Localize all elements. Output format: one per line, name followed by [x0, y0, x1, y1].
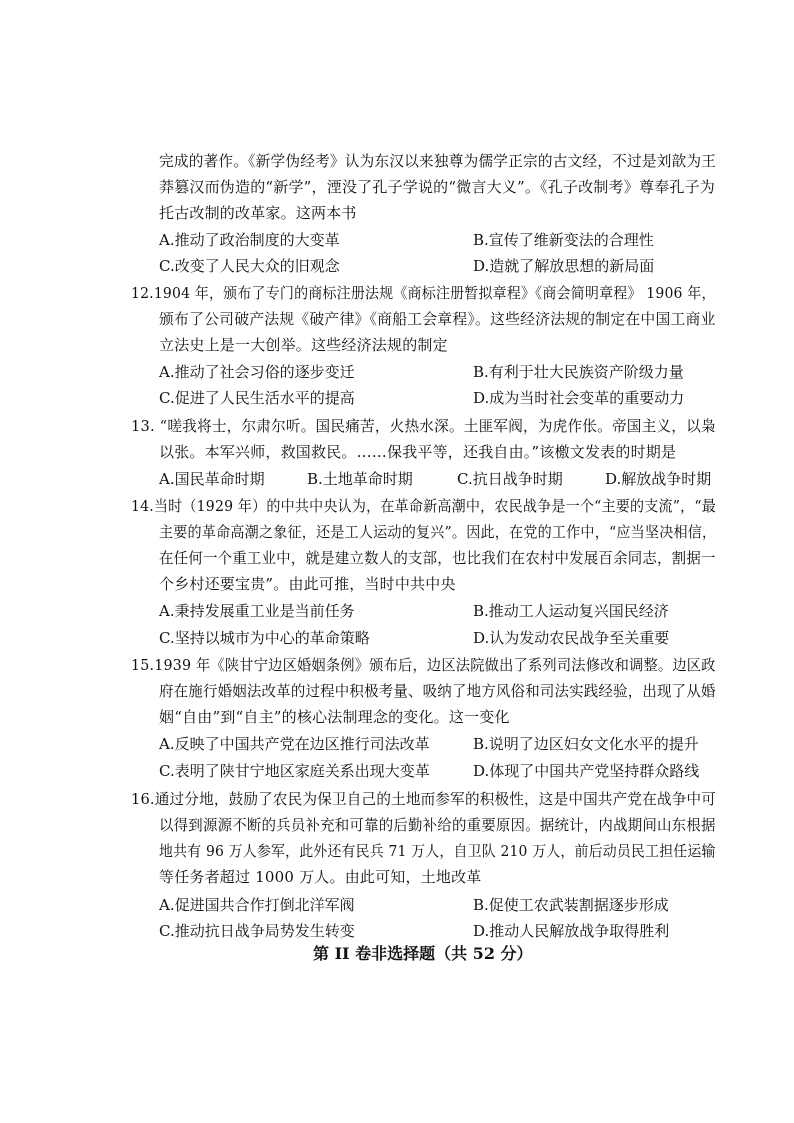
question-15-option-c[interactable]: C.表明了陕甘宁地区家庭关系出现大变革	[159, 762, 430, 780]
question-16-text-line: 16.通过分地，鼓励了农民为保卫自己的土地而参军的积极性，这是中国共产党在战争中可	[131, 790, 717, 808]
question-14-option-a[interactable]: A.秉持发展重工业是当前任务	[159, 602, 355, 620]
question-16-text-line: 地共有 96 万人参军，此外还有民兵 71 万人，自卫队 210 万人，前后动员民工担任运输	[159, 842, 716, 860]
question-16-text-line: 以得到源源不断的兵员补充和可靠的后勤补给的重要原因。据统计，内战期间山东根据	[159, 816, 716, 834]
question-10-option-a[interactable]: A.推动了政治制度的大变革	[159, 231, 340, 249]
question-14-option-d[interactable]: D.认为发动农民战争至关重要	[473, 629, 670, 647]
question-10-text-line: 托古改制的改革家。这两本书	[159, 204, 357, 222]
question-10-text-line: 莽篡汉而伪造的“新学”，湮没了孔子学说的“微言大义”。《孔子改制考》尊奉孔子为	[159, 178, 715, 196]
question-14-option-b[interactable]: B.推动工人运动复兴国民经济	[473, 602, 669, 620]
question-10-text-line: 完成的著作。《新学伪经考》认为东汉以来独尊为儒学正宗的古文经，不过是刘歆为王	[159, 152, 717, 170]
question-10-option-d[interactable]: D.造就了解放思想的新局面	[473, 257, 655, 275]
question-15-option-a[interactable]: A.反映了中国共产党在边区推行司法改革	[159, 735, 430, 753]
question-14-text-line: 在任何一个重工业中，就是建立数人的支部，也比我们在农村中发展百余同志，割据一	[159, 549, 716, 567]
question-10-option-c[interactable]: C.改变了人民大众的旧观念	[159, 257, 340, 275]
question-14-option-c[interactable]: C.坚持以城市为中心的革命策略	[159, 629, 370, 647]
question-12-text-line: 12.1904 年，颁布了专门的商标注册法规《商标注册暂拟章程》《商会简明章程》 1906 年，	[131, 284, 716, 302]
question-14-text-line: 14.当时（1929 年）的中共中央认为，在革命新高潮中，农民战争是一个“主要的支流”，“最	[131, 497, 717, 515]
question-16-option-c[interactable]: C.推动抗日战争局势发生转变	[159, 922, 355, 940]
question-10-option-b[interactable]: B.宣传了维新变法的合理性	[473, 231, 654, 249]
question-13-option-b[interactable]: B.土地革命时期	[307, 470, 413, 488]
question-13-option-c[interactable]: C.抗日战争时期	[457, 470, 563, 488]
question-15-option-b[interactable]: B.说明了边区妇女文化水平的提升	[473, 735, 699, 753]
question-16-option-d[interactable]: D.推动人民解放战争取得胜利	[473, 922, 670, 940]
question-16-option-a[interactable]: A.促进国共合作打倒北洋军阀	[159, 896, 355, 914]
section-2-title: 第 II 卷非选择题（共 52 分）	[313, 944, 533, 963]
question-16-text-line: 等任务者超过 1000 万人。由此可知，土地改革	[159, 868, 482, 886]
question-13-text-line: 13. “嗟我将士，尔肃尔听。国民痛苦，火热水深。土匪军阀，为虎作伥。帝国主义，以枭	[131, 417, 716, 435]
question-12-option-b[interactable]: B.有利于壮大民族资产阶级力量	[473, 363, 684, 381]
question-12-text-line: 颁布了公司破产法规《破产律》《商船工会章程》。这些经济法规的制定在中国工商业	[159, 310, 716, 328]
question-15-text-line: 姻“自由”到“自主”的核心法制理念的变化。这一变化	[159, 708, 510, 726]
question-14-text-line: 个乡村还要宝贵”。由此可推，当时中共中央	[159, 575, 456, 593]
question-12-option-a[interactable]: A.推动了社会习俗的逐步变迁	[159, 363, 355, 381]
question-16-option-b[interactable]: B.促使工农武装割据逐步形成	[473, 896, 669, 914]
question-15-option-d[interactable]: D.体现了中国共产党坚持群众路线	[473, 762, 700, 780]
question-14-text-line: 主要的革命高潮之象征，还是工人运动的复兴”。因此，在党的工作中，“应当坚决相信，	[159, 523, 717, 541]
question-15-text-line: 府在施行婚姻法改革的过程中积极考量、吸纳了地方风俗和司法实践经验，出现了从婚	[159, 682, 716, 700]
question-13-text-line: 以张。本军兴师，救国救民。……保我平等，还我自由。”该檄文发表的时期是	[159, 443, 677, 461]
question-13-option-d[interactable]: D.解放战争时期	[605, 470, 712, 488]
question-15-text-line: 15.1939 年《陕甘宁边区婚姻条例》颁布后，边区法院做出了系列司法修改和调整。边区政	[131, 656, 716, 674]
question-12-option-d[interactable]: D.成为当时社会变革的重要动力	[473, 389, 685, 407]
question-12-text-line: 立法史上是一大创举。这些经济法规的制定	[159, 336, 448, 354]
question-13-option-a[interactable]: A.国民革命时期	[159, 470, 265, 488]
question-12-option-c[interactable]: C.促进了人民生活水平的提高	[159, 389, 355, 407]
